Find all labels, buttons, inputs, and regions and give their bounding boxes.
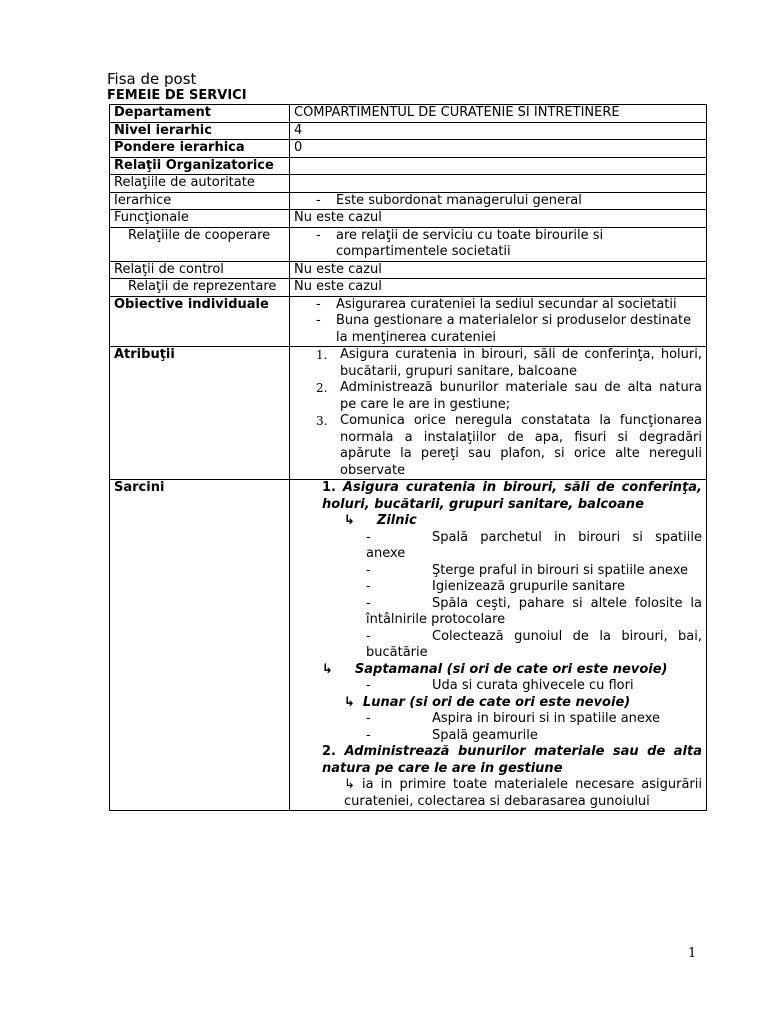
cooperare-item: - are relaţii de serviciu cu toate birourile si compartimentele societatii	[294, 228, 702, 261]
obiective-item: - Buna gestionare a materialelor si produselor destinate la menţinerea curateniei	[294, 313, 702, 346]
table-row-ierarhice	[110, 192, 707, 210]
table-row-obiective	[110, 296, 707, 347]
obiective-label: Obiective individuale	[110, 296, 290, 347]
dash-marker: -	[366, 711, 371, 726]
table-row-nivel	[110, 122, 707, 140]
table-row-control	[110, 261, 707, 279]
functionale-value: Nu este cazul	[290, 210, 707, 228]
departament-label: Departament	[110, 105, 290, 123]
list-text: Spăla ceşti, pahare si altele folosite la întâlnirile protocolare	[366, 595, 702, 627]
task-heading	[294, 480, 702, 513]
table-row-departament	[110, 105, 707, 123]
relatii-organizatorice-value	[290, 157, 707, 175]
zilnic-heading	[294, 513, 702, 530]
reprezentare-value: Nu este cazul	[290, 279, 707, 297]
table-row-relatii-organizatorice	[110, 157, 707, 175]
list-text: Spală parchetul in birouri si spatiile anexe	[366, 529, 702, 561]
sarcini-label: Sarcini	[110, 480, 290, 811]
cooperare-value	[290, 227, 707, 261]
nivel-value: 4	[290, 122, 707, 140]
nivel-label: Nivel ierarhic	[110, 122, 290, 140]
dash-marker: -	[366, 628, 371, 644]
dash-marker: -	[366, 529, 371, 545]
list-text: Comunica orice neregula constatata la funcţionarea normala a instalaţiilor de apa, fisuri si degradări apărute la pereţi sau plafon, si orice alte nereguli observate	[340, 413, 702, 478]
list-item	[294, 678, 702, 695]
list-text: Şterge praful in birouri si spatiile anexe	[432, 562, 688, 578]
list-item	[294, 711, 702, 728]
lunar-heading	[294, 695, 702, 712]
list-text: Uda si curata ghivecele cu flori	[432, 678, 634, 693]
list-item	[294, 596, 702, 629]
table-row-relatii-autoritate	[110, 175, 707, 193]
sarcini-value	[290, 480, 707, 811]
pondere-value: 0	[290, 140, 707, 158]
dash-marker: -	[366, 595, 371, 611]
table-row-reprezentare	[110, 279, 707, 297]
list-number: 3.	[316, 414, 328, 428]
task-number: 2.	[322, 744, 336, 759]
job-description-table	[109, 104, 707, 811]
control-label: Relaţii de control	[110, 261, 290, 279]
atributii-value	[290, 347, 707, 480]
control-value: Nu este cazul	[290, 261, 707, 279]
list-item	[294, 530, 702, 563]
arrow-down-right-icon: ↳	[344, 777, 355, 792]
list-item	[294, 777, 702, 810]
saptamanal-heading	[294, 662, 702, 679]
list-item	[294, 728, 702, 745]
document-subtitle: FEMEIE DE SERVICI	[107, 88, 247, 103]
obiective-value	[290, 296, 707, 347]
departament-value: COMPARTIMENTUL DE CURATENIE SI INTRETINERE	[290, 105, 707, 123]
ierarhice-value	[290, 192, 707, 210]
list-text: ia in primire toate materialele necesare asigurării curateniei, colectarea si debarasarea gunoiului	[344, 777, 702, 809]
table-row-functionale	[110, 210, 707, 228]
table-row-cooperare	[110, 227, 707, 261]
pondere-label: Pondere ierarhica	[110, 140, 290, 158]
atributii-item	[294, 380, 702, 413]
list-text: Spală geamurile	[432, 727, 538, 743]
relatii-autoritate-label: Relaţiile de autoritate	[110, 175, 290, 193]
arrow-down-right-icon: ↳	[322, 661, 333, 677]
atributii-label: Atribuţii	[110, 347, 290, 480]
table-row-sarcini	[110, 480, 707, 811]
dash-marker: -	[366, 562, 371, 578]
list-item	[294, 629, 702, 662]
atributii-item	[294, 413, 702, 479]
atributii-list	[294, 347, 702, 479]
list-item	[294, 563, 702, 580]
list-number: 1.	[316, 348, 328, 362]
task-number: 1.	[322, 480, 336, 495]
list-number: 2.	[316, 381, 328, 395]
list-text: Administrează bunurilor materiale sau de alta natura pe care le are in gestiune;	[340, 380, 702, 412]
saptamanal-label: Saptamanal (si ori de cate ori este nevoie)	[354, 661, 668, 677]
table-row-atributii	[110, 347, 707, 480]
dash-marker: -	[366, 579, 371, 594]
table-row-pondere	[110, 140, 707, 158]
ierarhice-item: - Este subordonat managerului general	[294, 193, 702, 210]
list-text: Asigura curatenia in birouri, săli de conferinţa, holuri, bucătarii, grupuri sanitare, balcoane	[340, 347, 702, 379]
task-text: Asigura curatenia in birouri, săli de conferinţa, holuri, bucătarii, grupuri sanitare, balcoane	[322, 480, 702, 512]
task-text: Administrează bunurilor materiale sau de alta natura pe care le are in gestiune	[322, 744, 703, 776]
functionale-label: Funcţionale	[110, 210, 290, 228]
document-title: Fisa de post	[107, 70, 197, 88]
list-text: Aspira in birouri si in spatiile anexe	[432, 711, 660, 726]
zilnic-label: Zilnic	[376, 513, 417, 528]
reprezentare-label: Relaţii de reprezentare	[110, 279, 290, 297]
obiective-item: - Asigurarea curateniei la sediul secundar al societatii	[294, 297, 702, 314]
list-text: Igienizează grupurile sanitare	[432, 579, 625, 594]
arrow-down-right-icon: ↳	[344, 694, 355, 710]
ierarhice-label: Ierarhice	[110, 192, 290, 210]
arrow-down-right-icon: ↳	[344, 513, 355, 528]
list-item	[294, 579, 702, 596]
relatii-autoritate-value	[290, 175, 707, 193]
dash-marker: -	[366, 678, 371, 693]
dash-marker: -	[366, 727, 371, 743]
cooperare-label: Relaţiile de cooperare	[110, 227, 290, 261]
list-text: Colectează gunoiul de la birouri, bai, bucătărie	[366, 628, 702, 660]
task-heading	[294, 744, 702, 777]
lunar-label: Lunar (si ori de cate ori este nevoie)	[362, 694, 631, 710]
page-number: 1	[688, 946, 697, 961]
atributii-item	[294, 347, 702, 380]
relatii-organizatorice-label: Relaţii Organizatorice	[110, 157, 290, 175]
